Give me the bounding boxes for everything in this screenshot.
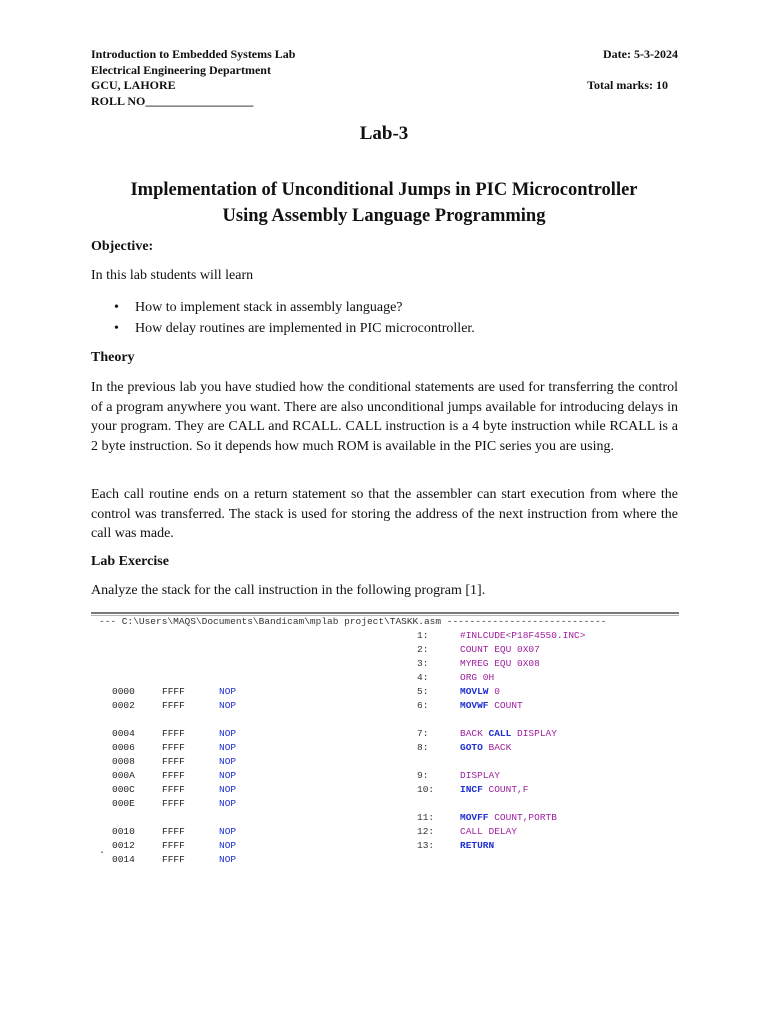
- line-number: 8:: [417, 742, 429, 753]
- line-number: 2:: [417, 644, 429, 655]
- opcode: FFFF: [162, 784, 185, 795]
- address: 0014: [112, 854, 135, 865]
- mnemonic: NOP: [219, 798, 237, 809]
- source-keyword: MOVLW: [460, 686, 489, 697]
- address: 0004: [112, 728, 135, 739]
- mnemonic: NOP: [219, 826, 237, 837]
- line-number: 4:: [417, 672, 429, 683]
- mnemonic: NOP: [219, 770, 237, 781]
- department-name: Electrical Engineering Department: [91, 62, 271, 77]
- source-text: [460, 840, 494, 851]
- address: 000E: [112, 798, 135, 809]
- source-text: MOVFF COUNT,PORTB: [460, 812, 557, 823]
- line-number: 10:: [417, 784, 435, 795]
- source-text: #INLCUDE<P18F4550.INC>: [460, 630, 586, 641]
- total-marks: Total marks: 10: [587, 78, 668, 92]
- opcode: FFFF: [162, 826, 185, 837]
- source-keyword: INCF: [460, 784, 483, 795]
- objective-heading: Objective:: [91, 239, 154, 254]
- theory-paragraph-1: In the previous lab you have studied how the conditional statements are used for transferring the control of a program anywhere you want. There are also unconditional jumps available for introducing delays in your program. They are CALL and RCALL. CALL instruction is a 4 byte instruction while RCALL is a 2 byte instruction. So it depends how much ROM is available in the PIC series you are using.: [91, 380, 678, 454]
- institution-name: GCU, LAHORE: [91, 78, 176, 92]
- line-number: 9:: [417, 770, 429, 781]
- line-number: 1:: [417, 630, 429, 641]
- mnemonic: NOP: [219, 728, 237, 739]
- title-line-2: Using Assembly Language Programming: [222, 206, 546, 226]
- line-number: 13:: [417, 840, 435, 851]
- theory-paragraph-2: Each call routine ends on a return statement so that the assembler can start execution from where the control was transferred. The stack is used for storing the address of the next instruction from where the call was made.: [91, 487, 678, 541]
- list-item: • How delay routines are implemented in PIC microcontroller.: [112, 318, 475, 339]
- address: 000C: [112, 784, 135, 795]
- bullet-icon: •: [114, 300, 119, 315]
- source-text: DISPLAY: [460, 770, 500, 781]
- opcode: FFFF: [162, 756, 185, 767]
- opcode: FFFF: [162, 798, 185, 809]
- source-keyword: RETURN: [460, 840, 495, 851]
- opcode: FFFF: [162, 840, 185, 851]
- roll-no-field: ROLL NO__________________: [91, 93, 254, 108]
- address: 000A: [112, 770, 135, 781]
- course-header: [91, 47, 295, 109]
- source-text: CALL DELAY: [460, 826, 518, 837]
- line-number: 11:: [417, 812, 435, 823]
- address: 0000: [112, 686, 135, 697]
- mnemonic: NOP: [219, 854, 237, 865]
- mnemonic: NOP: [219, 784, 237, 795]
- opcode: FFFF: [162, 742, 185, 753]
- line-number: 7:: [417, 728, 429, 739]
- source-text: BACK CALL DISPLAY: [460, 728, 557, 739]
- line-number: 6:: [417, 700, 429, 711]
- list-item: • How to implement stack in assembly language?: [112, 297, 475, 318]
- source-text: MYREG EQU 0X08: [460, 658, 540, 669]
- address: 0006: [112, 742, 135, 753]
- source-text: COUNT EQU 0X07: [460, 644, 540, 655]
- lab-exercise-heading: Lab Exercise: [91, 554, 169, 569]
- line-number: 12:: [417, 826, 435, 837]
- mnemonic: NOP: [219, 742, 237, 753]
- source-keyword: GOTO: [460, 742, 483, 753]
- opcode: FFFF: [162, 700, 185, 711]
- source-text: GOTO BACK: [460, 742, 512, 753]
- source-text: MOVLW 0: [460, 686, 500, 697]
- objective-intro: In this lab students will learn: [91, 268, 254, 283]
- mnemonic: NOP: [219, 700, 237, 711]
- source-text: ORG 0H: [460, 672, 495, 683]
- address: 0010: [112, 826, 135, 837]
- listing-top-rule: [91, 612, 679, 614]
- code-listing-screenshot: [91, 608, 679, 865]
- line-number: 5:: [417, 686, 429, 697]
- source-keyword: CALL: [488, 728, 512, 739]
- lab-exercise-text: Analyze the stack for the call instruction in the following program [1].: [91, 583, 486, 598]
- opcode: FFFF: [162, 728, 185, 739]
- source-keyword: MOVWF: [460, 700, 489, 711]
- address: 0002: [112, 700, 135, 711]
- address: 0012: [112, 840, 135, 851]
- line-number: 3:: [417, 658, 429, 669]
- source-keyword: MOVFF: [460, 812, 489, 823]
- stray-dot: .: [99, 846, 106, 857]
- opcode: FFFF: [162, 770, 185, 781]
- source-text: INCF COUNT,F: [460, 784, 529, 795]
- title-line-1: Implementation of Unconditional Jumps in PIC Microcontroller: [130, 180, 638, 200]
- theory-heading: Theory: [91, 350, 135, 365]
- bullet-icon: •: [114, 321, 119, 336]
- source-text: MOVWF COUNT: [460, 700, 523, 711]
- lab-number: Lab-3: [359, 123, 409, 144]
- lab-date: Date: 5-3-2024: [603, 47, 678, 61]
- opcode: FFFF: [162, 686, 185, 697]
- page-title: [60, 177, 708, 229]
- course-name: Introduction to Embedded Systems Lab: [91, 47, 296, 61]
- mnemonic: NOP: [219, 756, 237, 767]
- objective-list: [112, 297, 475, 339]
- address: 0008: [112, 756, 135, 767]
- opcode: FFFF: [162, 854, 185, 865]
- mnemonic: NOP: [219, 840, 237, 851]
- file-path: --- C:\Users\MAQS\Documents\Bandicam\mplab project\TASKK.asm ----------------------------: [99, 616, 607, 627]
- mnemonic: NOP: [219, 686, 237, 697]
